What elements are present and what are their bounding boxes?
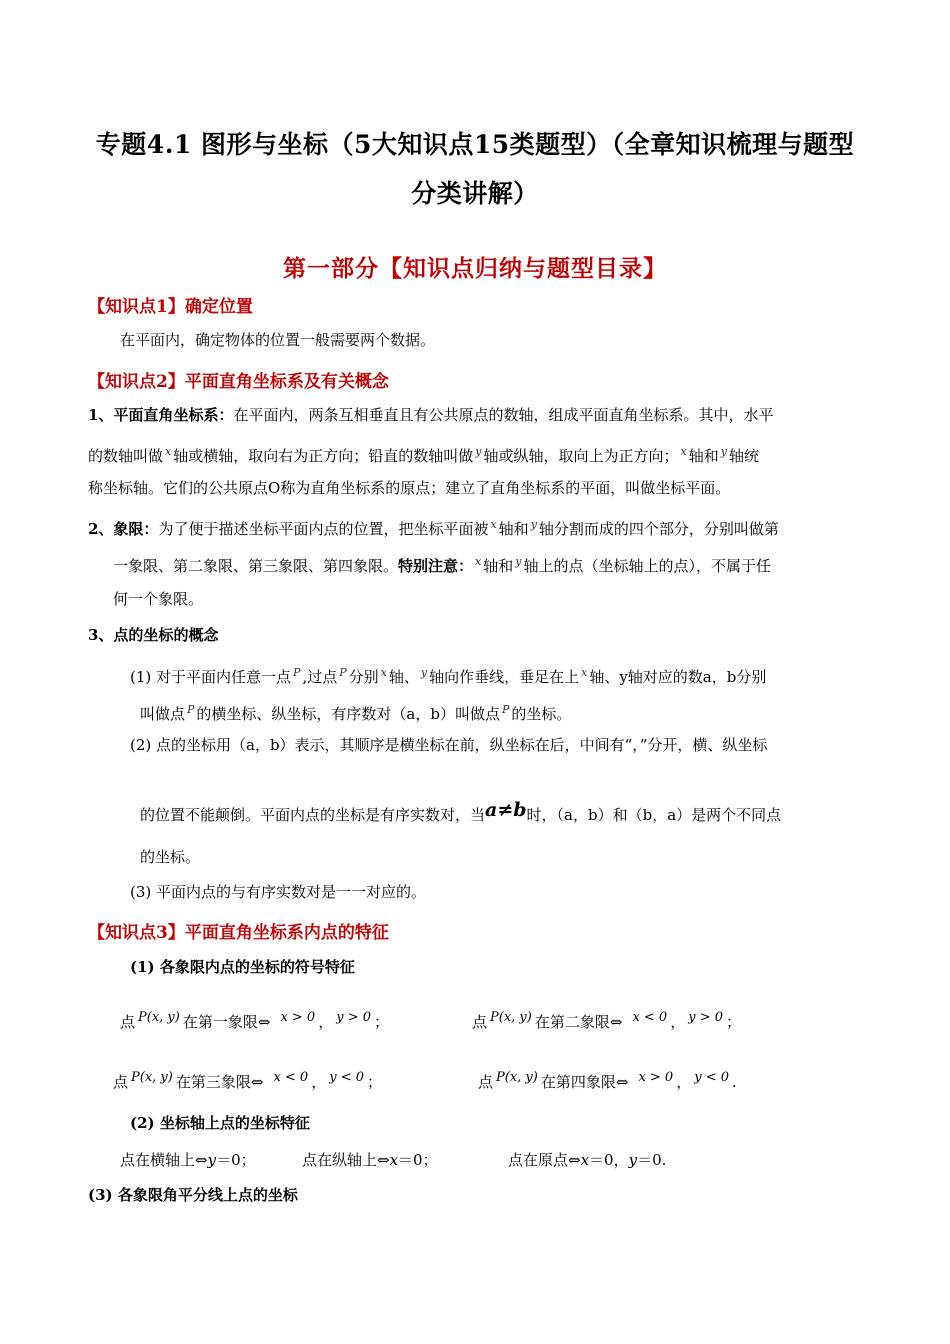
kp2-p3: (3) 平面内点的与有序实数对是一一对应的。	[130, 883, 427, 901]
kp2-heading: 【知识点2】平面直角坐标系及有关概念	[88, 372, 389, 392]
q1-sep: ，	[318, 1013, 334, 1031]
var-x: x	[165, 445, 172, 458]
kp2-item2-line3: 何一个象限。	[113, 590, 204, 608]
var-y: y	[420, 666, 428, 679]
section-heading: 第一部分【知识点归纳与题型目录】	[283, 255, 667, 282]
var-P: P	[293, 666, 301, 679]
quadrant-4-rule	[478, 1068, 737, 1092]
var-y: y	[475, 445, 482, 458]
axis1-text: 点在横轴上⇔	[120, 1151, 208, 1169]
item2-label: 2、象限：	[88, 520, 159, 538]
kp2-p1-line1	[130, 663, 766, 687]
var-P: P	[339, 666, 347, 679]
axis3-value-x: ＝0，	[589, 1151, 629, 1169]
kp2-p2-line1: (2) 点的坐标用（a，b）表示，其顺序是横坐标在前，纵坐标在后，中间有“，”分开，横、纵坐标	[130, 736, 768, 754]
q3-cond-x: x < 0	[273, 1070, 309, 1085]
var-P: P	[501, 703, 510, 716]
kp3-sub1: (1) 各象限内点的坐标的符号特征	[130, 958, 355, 976]
kp2-p2-line3: 的坐标。	[140, 848, 201, 866]
p1-text-a5: 轴向作垂线，垂足在上	[429, 668, 580, 686]
quadrant-3-rule	[113, 1068, 382, 1092]
kp2-p2-line2	[140, 800, 781, 825]
item1-text-b4: 轴和	[688, 447, 719, 465]
q4-cond-y: y < 0	[694, 1070, 729, 1085]
axis-rule-origin	[508, 1150, 666, 1170]
axis1-value: ＝0；	[216, 1151, 256, 1169]
q1-end: ；	[374, 1013, 390, 1031]
kp2-item2-line2	[113, 552, 771, 576]
q1-text: 在第一象限⇔	[182, 1013, 271, 1031]
p1-text-a2: ,过点	[302, 668, 338, 686]
item2-text-a2: 轴和	[498, 520, 529, 538]
q1-pre: 点	[120, 1013, 136, 1031]
p1-text-a6: 轴、y轴对应的数a，b分别	[589, 668, 767, 686]
q3-pre: 点	[113, 1073, 129, 1091]
axis3-var-x: x	[580, 1151, 590, 1169]
item2-text-a3: 轴分割而成的四个部分，分别叫做第	[538, 520, 779, 538]
kp2-item1-line2	[88, 442, 759, 466]
q4-cond-x: x > 0	[638, 1070, 674, 1085]
item1-text-b1: 的数轴叫做	[88, 447, 164, 465]
var-y: y	[530, 518, 537, 531]
p1-text-a1: (1) 对于平面内任意一点	[130, 668, 292, 686]
kp3-heading: 【知识点3】平面直角坐标系内点的特征	[88, 923, 389, 943]
point-formula: P(x, y)	[131, 1070, 173, 1085]
point-formula: P(x, y)	[496, 1070, 538, 1085]
var-x: x	[680, 445, 687, 458]
q4-pre: 点	[478, 1073, 494, 1091]
p1-text-a3: 分别	[348, 668, 379, 686]
item2-note-label: 特别注意：	[398, 557, 474, 575]
var-x: x	[581, 666, 588, 679]
point-formula: P(x, y)	[490, 1010, 532, 1025]
quadrant-2-rule	[472, 1008, 741, 1032]
q2-cond-x: x < 0	[632, 1010, 668, 1025]
quadrant-1-rule	[120, 1008, 389, 1032]
kp1-heading: 【知识点1】确定位置	[88, 297, 253, 317]
kp3-sub2: (2) 坐标轴上点的坐标特征	[130, 1114, 310, 1132]
kp2-item3-label: 3、点的坐标的概念	[88, 626, 219, 644]
q2-cond-y: y > 0	[688, 1010, 723, 1025]
axis2-var: x	[389, 1151, 399, 1169]
q3-text: 在第三象限⇔	[175, 1073, 264, 1091]
point-formula: P(x, y)	[138, 1010, 180, 1025]
q1-cond-y: y > 0	[336, 1010, 371, 1025]
var-x: x	[475, 555, 482, 568]
doc-title-line2: 分类讲解）	[411, 179, 539, 208]
p1-text-b1: 叫做点	[140, 705, 186, 723]
q4-end: .	[732, 1073, 737, 1091]
q2-end: ；	[726, 1013, 742, 1031]
doc-title-line1: 专题4.1 图形与坐标（5大知识点15类题型）（全章知识梳理与题型	[95, 130, 855, 159]
axis3-var-y: y	[628, 1151, 638, 1169]
q3-end: ；	[367, 1073, 383, 1091]
item1-text-b5: 轴统	[728, 447, 759, 465]
p2-text-b2: 时，（a，b）和（b，a）是两个不同点	[526, 806, 782, 824]
q4-text: 在第四象限⇔	[540, 1073, 629, 1091]
axis2-value: ＝0；	[398, 1151, 438, 1169]
kp2-item1-line3: 称坐标轴。它们的公共原点O称为直角坐标系的原点；建立了直角坐标系的平面，叫做坐标平面。	[88, 479, 731, 497]
item2-text-b3: 轴上的点（坐标轴上的点），不属于任	[523, 557, 771, 575]
var-y: y	[515, 555, 522, 568]
axis2-text: 点在纵轴上⇔	[302, 1151, 390, 1169]
q4-sep: ，	[676, 1073, 692, 1091]
p2-text-b1: 的位置不能颠倒。平面内点的坐标是有序实数对，当	[140, 806, 486, 824]
item1-text-b3: 轴或纵轴，取向上为正方向；	[483, 447, 679, 465]
a-not-equal-b-formula: a≠b	[485, 799, 527, 821]
axis3-text: 点在原点⇔	[508, 1151, 581, 1169]
item1-label: 1、平面直角坐标系：	[88, 406, 234, 424]
kp2-item1-line1	[88, 405, 773, 425]
var-P: P	[187, 703, 195, 716]
p1-text-b3: 的坐标。	[511, 705, 572, 723]
q2-text: 在第二象限⇔	[534, 1013, 623, 1031]
p1-text-a4: 轴、	[388, 668, 419, 686]
kp2-item2-line1	[88, 515, 779, 539]
item2-text-b1: 一象限、第二象限、第三象限、第四象限。	[113, 557, 399, 575]
item2-text-b2: 轴和	[483, 557, 514, 575]
item1-text-a: 在平面内，两条互相垂直且有公共原点的数轴，组成平面直角坐标系。其中，水平	[233, 406, 774, 424]
kp3-sub3: (3) 各象限角平分线上点的坐标	[88, 1186, 298, 1204]
axis3-value-y: ＝0.	[637, 1151, 667, 1169]
p1-text-b2: 的横坐标、纵坐标，有序数对（a，b）叫做点	[196, 705, 500, 723]
axis-rule-y-axis	[302, 1150, 438, 1170]
q2-sep: ，	[670, 1013, 686, 1031]
axis1-var: y	[207, 1151, 217, 1169]
item1-text-b2: 轴或横轴，取向右为正方向；铅直的数轴叫做	[173, 447, 474, 465]
kp1-text: 在平面内，确定物体的位置一般需要两个数据。	[120, 331, 436, 349]
var-y: y	[720, 445, 727, 458]
kp2-p1-line2	[140, 700, 571, 724]
var-x: x	[490, 518, 497, 531]
q3-sep: ，	[311, 1073, 327, 1091]
item2-text-a1: 为了便于描述坐标平面内点的位置，把坐标平面被	[158, 520, 489, 538]
q2-pre: 点	[472, 1013, 488, 1031]
q1-cond-x: x > 0	[280, 1010, 316, 1025]
var-x: x	[380, 666, 387, 679]
axis-rule-x-axis	[120, 1150, 256, 1170]
q3-cond-y: y < 0	[329, 1070, 364, 1085]
